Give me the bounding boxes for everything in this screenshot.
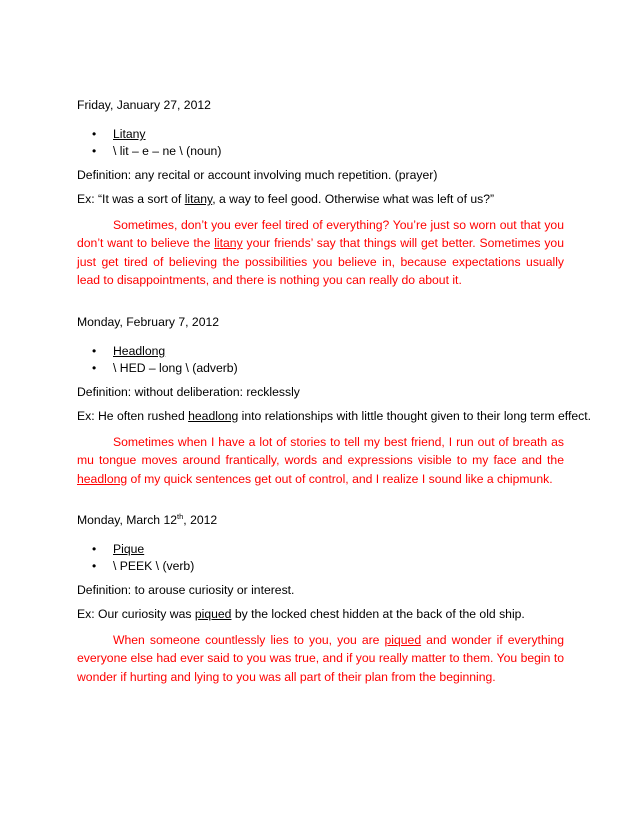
reflection-after: and wonder if everything everyone else had ever said to you was true, and if you really matter to them. You begin to wonder if hurting and lying to you was all part of their plan from the beginning. [77,633,564,684]
reflection-before: Sometimes, don’t you ever feel tired of everything? You’re just so worn out that you don’t want to believe the [77,218,564,251]
example-after: by the locked chest hidden at the back of the old ship. [231,607,525,621]
bullet-pronunciation [77,558,564,575]
example-sentence [77,192,564,207]
example-word: litany [184,192,213,206]
pronunciation: \ HED – long \ (adverb) [113,361,238,375]
bullet-word [77,126,564,143]
bullet-icon: • [92,144,97,158]
reflection-word: litany [214,236,243,251]
date-main: Monday, March 12 [77,513,178,527]
example-before: Ex: “It was a sort of [77,192,185,206]
example-sentence [77,409,591,424]
reflection-paragraph [77,631,564,686]
example-before: Ex: He often rushed [77,409,189,423]
reflection-after: of my quick sentences get out of control, and I realize I sound like a chipmunk. [127,471,553,486]
date-ordinal-suffix: th [177,511,184,521]
bullet-icon: • [92,361,97,375]
entry-date: Monday, February 7, 2012 [77,315,220,329]
reflection-word: piqued [384,633,422,647]
vocab-word: Pique [113,542,145,556]
bullet-word [77,343,564,360]
definition: Definition: any recital or account involving much repetition. (prayer) [77,168,438,182]
vocab-word: Headlong [113,344,166,358]
example-after: , a way to feel good. Otherwise what was left of us?” [212,192,495,206]
entry-date: Friday, January 27, 2012 [77,98,211,112]
reflection-paragraph [77,433,564,488]
reflection-before: When someone countlessly lies to you, you are [113,633,385,647]
vocab-entry-pique [77,513,564,686]
definition: Definition: to arouse curiosity or interest. [77,583,295,597]
word-bullets [77,541,564,575]
entry-date [77,513,564,528]
pronunciation: \ lit – e – ne \ (noun) [113,144,222,158]
reflection-after: your friends’ say that things will get better. Sometimes you just get tired of believing the possibilities you believe in, because expectations usually lead to disappointments, and there is nothing you can really do about it. [77,236,564,287]
word-bullets [77,343,564,377]
vocab-word: Litany [113,127,146,141]
vocab-entry-litany [77,98,564,289]
bullet-icon: • [92,542,97,556]
example-before: Ex: Our curiosity was [77,607,195,621]
pronunciation: \ PEEK \ (verb) [113,559,195,573]
definition: Definition: without deliberation: recklessly [77,385,300,399]
example-word: piqued [194,607,232,621]
bullet-icon: • [92,559,97,573]
vocab-entry-headlong [77,315,591,488]
example-word: headlong [188,409,239,423]
reflection-paragraph [77,216,564,289]
bullet-word [77,541,564,558]
example-sentence [77,607,564,622]
reflection-word: headlong [77,471,128,486]
example-after: into relationships with little thought given to their long term effect. [238,409,591,423]
bullet-icon: • [92,127,97,141]
bullet-pronunciation [77,143,564,160]
bullet-icon: • [92,344,97,358]
bullet-pronunciation [77,360,564,377]
word-bullets [77,126,564,160]
reflection-before: Sometimes when I have a lot of stories to tell my best friend, I run out of breath as mu tongue moves around frantically, words and expressions visible to my face and the [77,435,564,468]
date-rest: , 2012 [183,513,218,527]
